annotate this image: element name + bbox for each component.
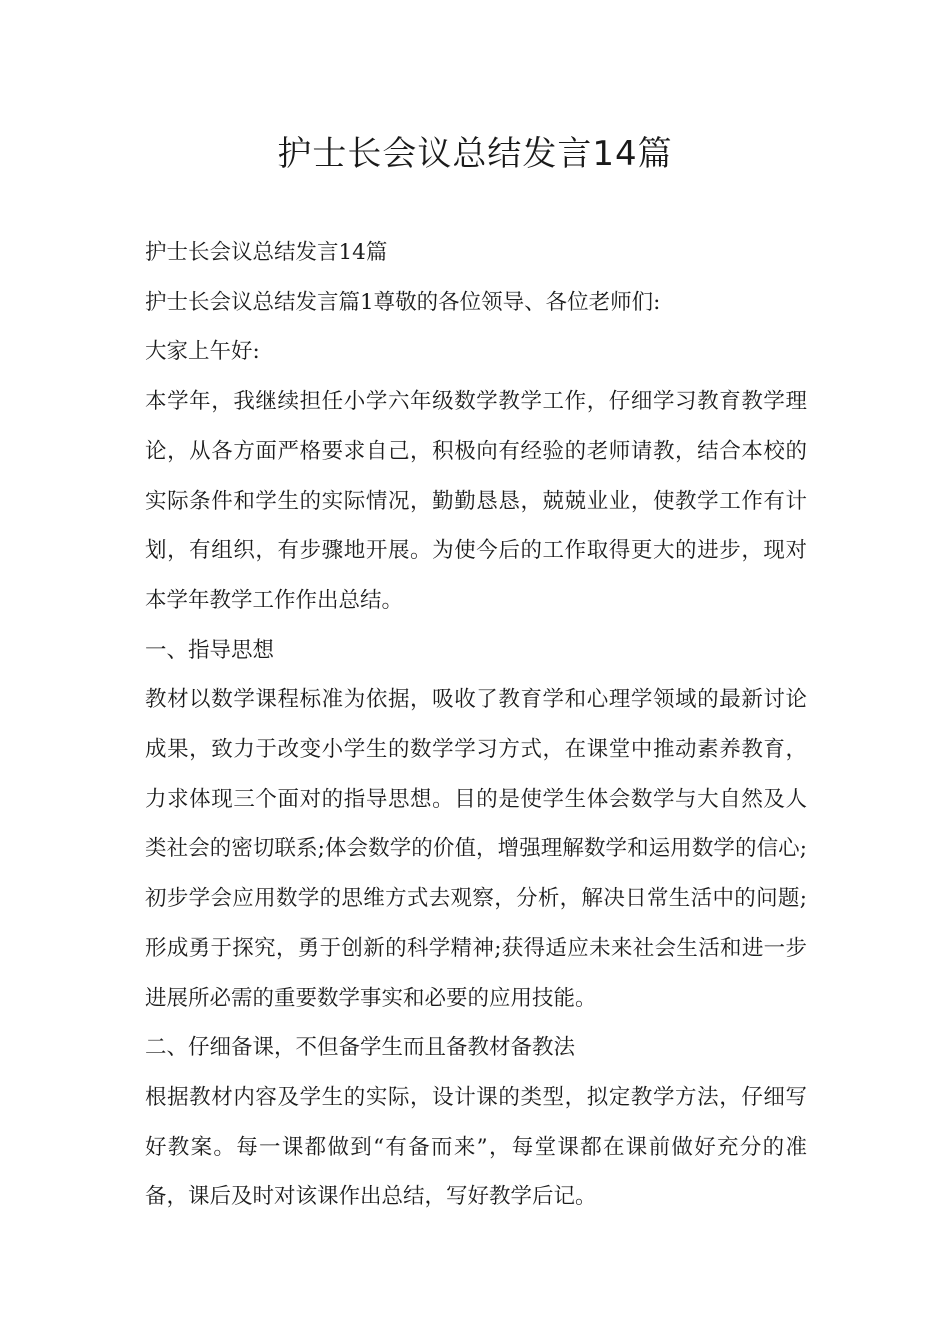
section-heading-1: 一、指导思想 <box>145 637 275 663</box>
document-title: 护士长会议总结发言14篇 <box>277 134 673 174</box>
greeting-heading-paragraph: 护士长会议总结发言篇1尊敬的各位领导、各位老师们: <box>145 289 661 315</box>
greeting-paragraph: 大家上午好: <box>145 339 260 365</box>
intro-paragraph: 本学年，我继续担任小学六年级数学教学工作，仔细学习教育教学理论，从各方面严格要求自己，积极向有经验的老师请教，结合本校的实际条件和学生的实际情况，勤勤恳恳，兢兢业业，使教学工作有计划，有组织，有步骤地开展。为使今后的工作取得更大的进步，现对本学年教学工作作出总结。 <box>145 389 807 613</box>
section-heading-2: 二、仔细备课，不但备学生而且备教材备教法 <box>145 1035 576 1061</box>
document-body <box>145 228 807 1222</box>
section-1-paragraph: 教材以数学课程标准为依据，吸收了教育学和心理学领域的最新讨论成果，致力于改变小学生的数学学习方式，在课堂中推动素养教育，力求体现三个面对的指导思想。目的是使学生体会数学与大自然及人类社会的密切联系;体会数学的价值，增强理解数学和运用数学的信心;初步学会应用数学的思维方式去观察，分析，解决日常生活中的问题;形成勇于探究，勇于创新的科学精神;获得适应未来社会生活和进一步进展所必需的重要数学事实和必要的应用技能。 <box>145 687 807 1011</box>
subtitle-paragraph: 护士长会议总结发言14篇 <box>145 240 388 265</box>
section-2-paragraph: 根据教材内容及学生的实际，设计课的类型，拟定教学方法，仔细写好教案。每一课都做到“有备而来”，每堂课都在课前做好充分的准备，课后及时对该课作出总结，写好教学后记。 <box>145 1084 807 1210</box>
